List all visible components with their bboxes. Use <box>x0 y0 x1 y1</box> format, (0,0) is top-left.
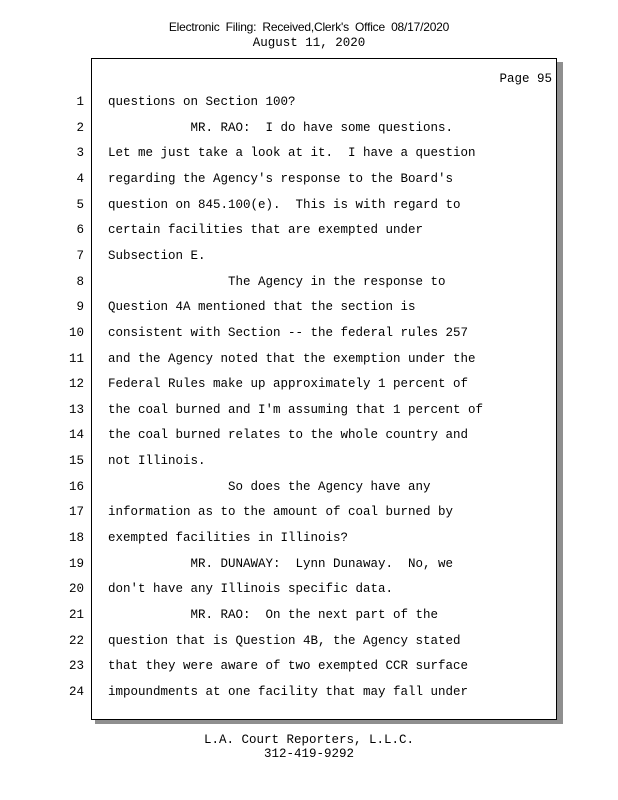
transcript-line <box>0 582 618 602</box>
line-number: 18 <box>68 531 84 546</box>
transcript-line <box>0 608 618 628</box>
line-text: MR. DUNAWAY: Lynn Dunaway. No, we <box>108 556 454 571</box>
line-number: 9 <box>76 300 84 315</box>
transcript-line <box>0 377 618 397</box>
line-number: 21 <box>68 608 84 622</box>
transcript-line <box>0 480 618 500</box>
line-text: exempted facilities in Illinois? <box>108 531 349 546</box>
transcript-line <box>0 198 618 218</box>
line-text: and the Agency noted that the exemption under the <box>108 351 476 366</box>
line-text: Federal Rules make up approximately 1 percent of <box>108 377 469 392</box>
line-number: 22 <box>68 633 84 648</box>
footer-company: L.A. Court Reporters, L.L.C. <box>203 733 415 747</box>
line-text: certain facilities that are exempted under <box>108 223 424 238</box>
line-number: 6 <box>76 223 84 238</box>
line-number: 1 <box>76 95 84 109</box>
line-text: consistent with Section -- the federal rules 257 <box>108 325 469 340</box>
transcript-line <box>0 326 618 346</box>
line-text: information as to the amount of coal burned by <box>108 505 454 520</box>
transcript-line <box>0 275 618 295</box>
line-text: questions on Section 100? <box>108 95 296 109</box>
transcript-line <box>0 505 618 525</box>
transcript-line <box>0 659 618 679</box>
line-text: question that is Question 4B, the Agency stated <box>108 633 461 648</box>
transcript-date: August 11, 2020 <box>252 36 366 50</box>
line-text: that they were aware of two exempted CCR surface <box>108 659 469 674</box>
line-number: 13 <box>68 402 84 417</box>
line-number: 15 <box>68 454 84 469</box>
filing-stamp: Electronic Filing: Received,Clerk's Office 08/17/2020 <box>168 20 450 34</box>
line-text: question on 845.100(e). This is with regard to <box>108 197 461 212</box>
line-text: The Agency in the response to <box>108 274 446 289</box>
line-number: 2 <box>76 120 84 135</box>
line-text: Let me just take a look at it. I have a question <box>108 146 476 161</box>
transcript-line <box>0 557 618 577</box>
transcript-line <box>0 172 618 192</box>
line-text: So does the Agency have any <box>108 479 431 494</box>
line-number: 3 <box>76 146 84 161</box>
line-number: 20 <box>68 582 84 597</box>
line-text: not Illinois. <box>108 454 206 469</box>
line-number: 7 <box>76 248 84 263</box>
line-text: impoundments at one facility that may fall under <box>108 684 469 699</box>
transcript-line <box>0 121 618 141</box>
line-text: Question 4A mentioned that the section is <box>108 300 416 315</box>
line-text: MR. RAO: I do have some questions. <box>108 120 454 135</box>
line-text: the coal burned relates to the whole country and <box>108 428 469 443</box>
line-number: 14 <box>68 428 84 443</box>
page-number: Page 95 <box>499 72 552 86</box>
line-text: don't have any Illinois specific data. <box>108 582 394 597</box>
line-number: 19 <box>68 556 84 571</box>
transcript-line <box>0 300 618 320</box>
line-number: 5 <box>76 197 84 212</box>
line-text: MR. RAO: On the next part of the <box>108 608 439 622</box>
line-number: 23 <box>68 659 84 674</box>
line-number: 11 <box>68 351 84 366</box>
line-number: 12 <box>68 377 84 392</box>
line-text: Subsection E. <box>108 248 206 263</box>
transcript-line <box>0 454 618 474</box>
transcript-line <box>0 146 618 166</box>
transcript-line <box>0 428 618 448</box>
transcript-line <box>0 352 618 372</box>
footer-phone: 312-419-9292 <box>263 747 354 761</box>
line-number: 10 <box>68 325 84 340</box>
transcript-line <box>0 531 618 551</box>
line-number: 17 <box>68 505 84 520</box>
line-number: 24 <box>68 684 84 699</box>
line-text: regarding the Agency's response to the Board's <box>108 171 454 186</box>
line-number: 8 <box>76 274 84 289</box>
line-text: the coal burned and I'm assuming that 1 percent of <box>108 402 484 417</box>
transcript-line <box>0 403 618 423</box>
transcript-line <box>0 249 618 269</box>
line-number: 16 <box>68 479 84 494</box>
transcript-line <box>0 95 618 115</box>
transcript-line <box>0 685 618 705</box>
transcript-line <box>0 223 618 243</box>
line-number: 4 <box>76 171 84 186</box>
transcript-line <box>0 634 618 654</box>
